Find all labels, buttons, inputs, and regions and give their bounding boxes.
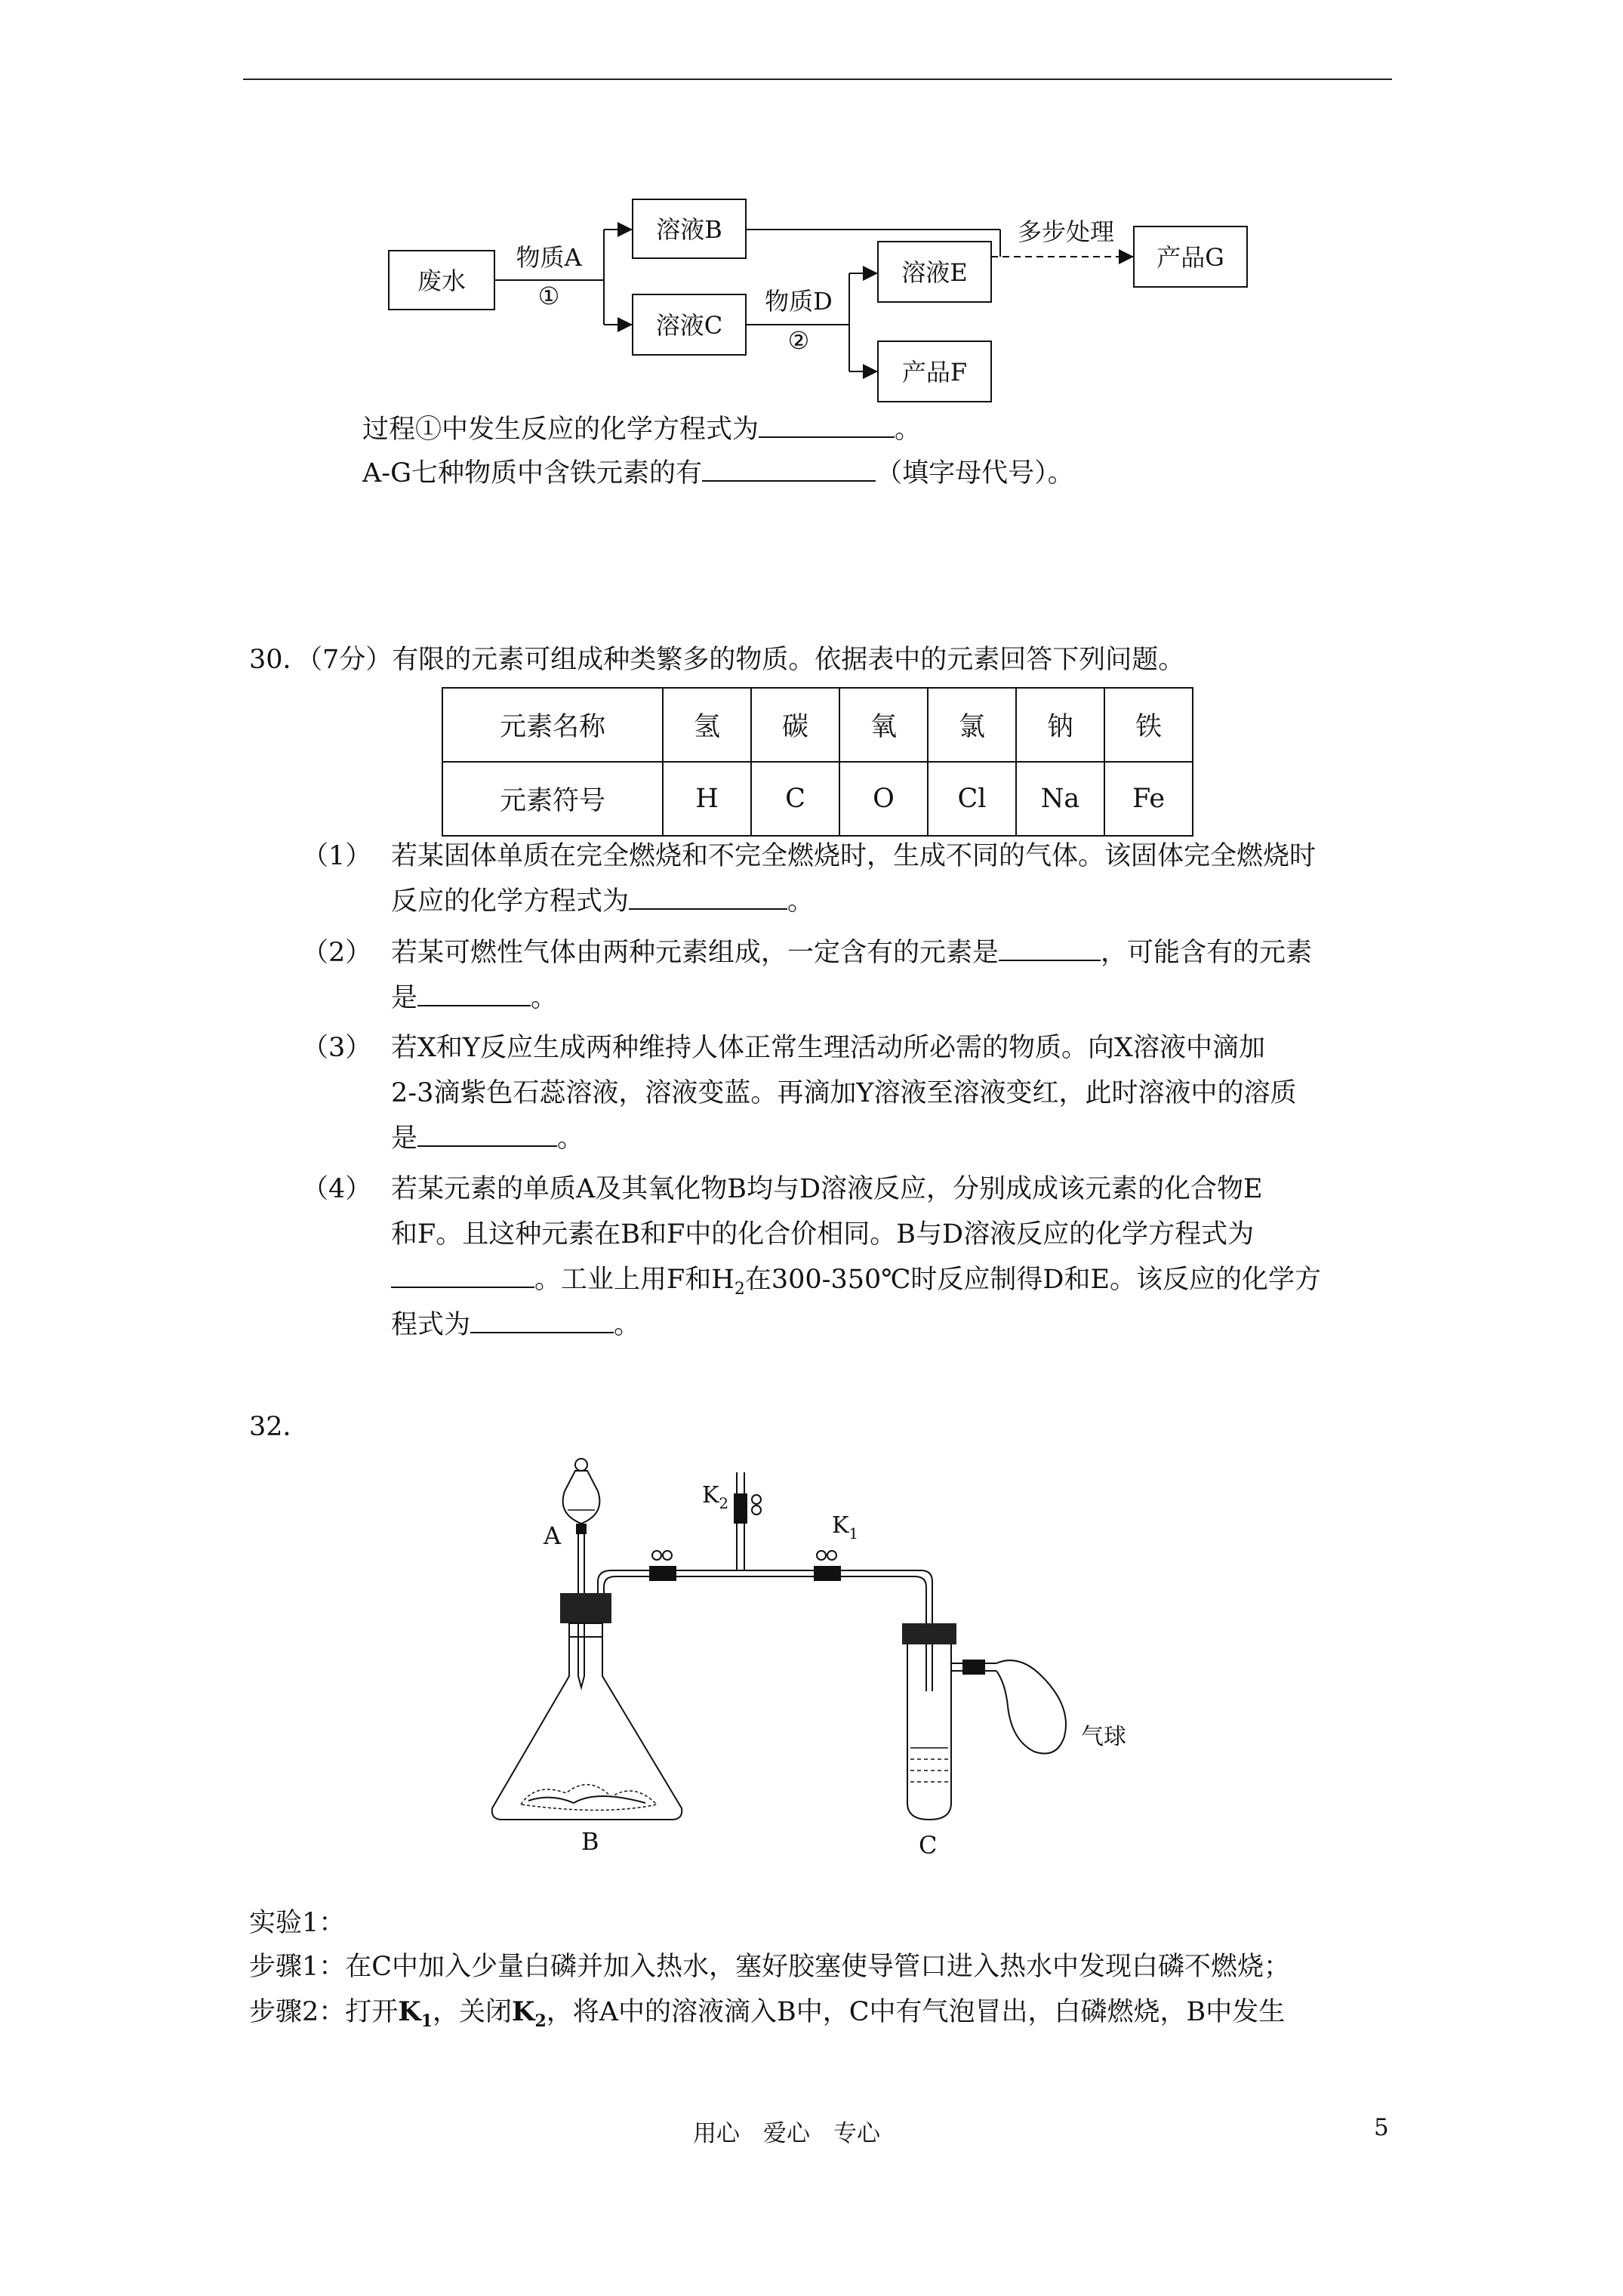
q30-p4-num: （4）	[302, 1174, 372, 1204]
label-product-g: 产品G	[1156, 243, 1224, 272]
label-b: B	[581, 1827, 599, 1856]
q30-p2-line2: 是 。	[391, 983, 558, 1013]
table-cell: Fe	[1104, 762, 1193, 836]
element-table	[442, 687, 1193, 837]
label-solution-c: 溶液C	[655, 311, 723, 340]
answer-blank[interactable]	[417, 982, 531, 1006]
table-cell: C	[751, 762, 839, 836]
table-header-symbol: 元素符号	[442, 762, 663, 836]
answer-blank[interactable]	[999, 937, 1101, 961]
label-balloon: 气球	[1081, 1724, 1126, 1750]
q30-p3-num: （3）	[302, 1033, 372, 1063]
table-row	[442, 762, 1193, 836]
table-cell: 碳	[751, 688, 839, 762]
table-cell: 钠	[1016, 688, 1104, 762]
apparatus-diagram	[468, 1450, 1193, 1857]
table-cell: Na	[1016, 762, 1104, 836]
table-cell: 铁	[1104, 688, 1193, 762]
q30-p3-line3: 是 。	[391, 1123, 584, 1154]
q30-p1-num: （1）	[302, 841, 372, 871]
table-row	[442, 688, 1193, 762]
table-cell: H	[663, 762, 751, 836]
q30-intro: 30．（7分）有限的元素可组成种类繁多的物质。依据表中的元素回答下列问题。	[249, 645, 1185, 675]
table-cell: 氢	[663, 688, 751, 762]
answer-blank[interactable]	[391, 1264, 534, 1288]
label-product-f: 产品F	[901, 358, 968, 387]
funnel-a	[563, 1459, 600, 1687]
answer-blank[interactable]	[759, 414, 895, 438]
label-a: A	[544, 1521, 562, 1550]
label-step1: ①	[537, 282, 560, 310]
q29-line2: A-G七种物质中含铁元素的有 （填字母代号）。	[362, 458, 1074, 488]
q30-p4-line2: 和F。且这种元素在B和F中的化合价相同。B与D溶液反应的化学方程式为	[391, 1219, 1255, 1250]
q32-step2: 步骤2：打开$K_1$，关闭$K_2$，将A中的溶液滴入B中，C中有气泡冒出，白磷燃烧，B中发生	[249, 1996, 1286, 2031]
label-substance-a: 物质A	[516, 243, 582, 272]
q32-step1: 步骤1：在C中加入少量白磷并加入热水，塞好胶塞使导管口进入热水中发现白磷不燃烧；	[249, 1952, 1291, 1982]
q30-p1-line2: 反应的化学方程式为 。	[391, 886, 815, 917]
answer-blank[interactable]	[702, 458, 876, 482]
table-cell: O	[839, 762, 928, 836]
label-k2: $K_2$	[702, 1482, 729, 1512]
q32-exp-title: 实验1：	[249, 1908, 346, 1938]
label-step2: ②	[787, 326, 810, 355]
q29-line1: 过程①中发生反应的化学方程式为 。	[362, 415, 922, 445]
header-rule	[243, 79, 1392, 80]
label-waste: 废水	[417, 267, 467, 295]
q30-p3-line1: 若X和Y反应生成两种维持人体正常生理活动所必需的物质。向X溶液中滴加	[391, 1033, 1265, 1063]
label-substance-d: 物质D	[765, 287, 833, 316]
q32-number: 32．	[249, 1412, 310, 1442]
q30-p4-line4: 程式为 。	[391, 1310, 641, 1340]
q30-p2-num: （2）	[302, 938, 372, 968]
q30-p1-line1: 若某固体单质在完全燃烧和不完全燃烧时，生成不同的气体。该固体完全燃烧时	[391, 841, 1317, 871]
answer-blank[interactable]	[417, 1123, 557, 1147]
q30-p4-line3: 。工业上用F和$H_2$在300-350℃时反应制得D和E。该反应的化学方	[391, 1263, 1321, 1306]
label-multistep: 多步处理	[1017, 217, 1115, 246]
page-number: 5	[1374, 2114, 1389, 2141]
table-cell: 氧	[839, 688, 928, 762]
table-cell: 氯	[928, 688, 1016, 762]
label-k1: $K_1$	[832, 1512, 859, 1542]
flow-diagram	[370, 181, 1276, 408]
label-solution-b: 溶液B	[656, 215, 722, 244]
footer-slogan: 用心 爱心 专心	[693, 2120, 880, 2147]
label-c: C	[919, 1831, 938, 1857]
answer-blank[interactable]	[470, 1309, 614, 1333]
q30-p4-line1: 若某元素的单质A及其氧化物B均与D溶液反应，分别成成该元素的化合物E	[391, 1174, 1263, 1204]
label-solution-e: 溶液E	[901, 258, 968, 287]
q30-p2-line1: 若某可燃性气体由两种元素组成，一定含有的元素是 ，可能含有的元素	[391, 938, 1313, 968]
answer-blank[interactable]	[629, 886, 787, 910]
table-header-name: 元素名称	[442, 688, 663, 762]
table-cell: Cl	[928, 762, 1016, 836]
flask-b	[492, 1593, 682, 1820]
q30-p3-line2: 2-3滴紫色石蕊溶液，溶液变蓝。再滴加Y溶液至溶液变红，此时溶液中的溶质	[391, 1078, 1297, 1108]
